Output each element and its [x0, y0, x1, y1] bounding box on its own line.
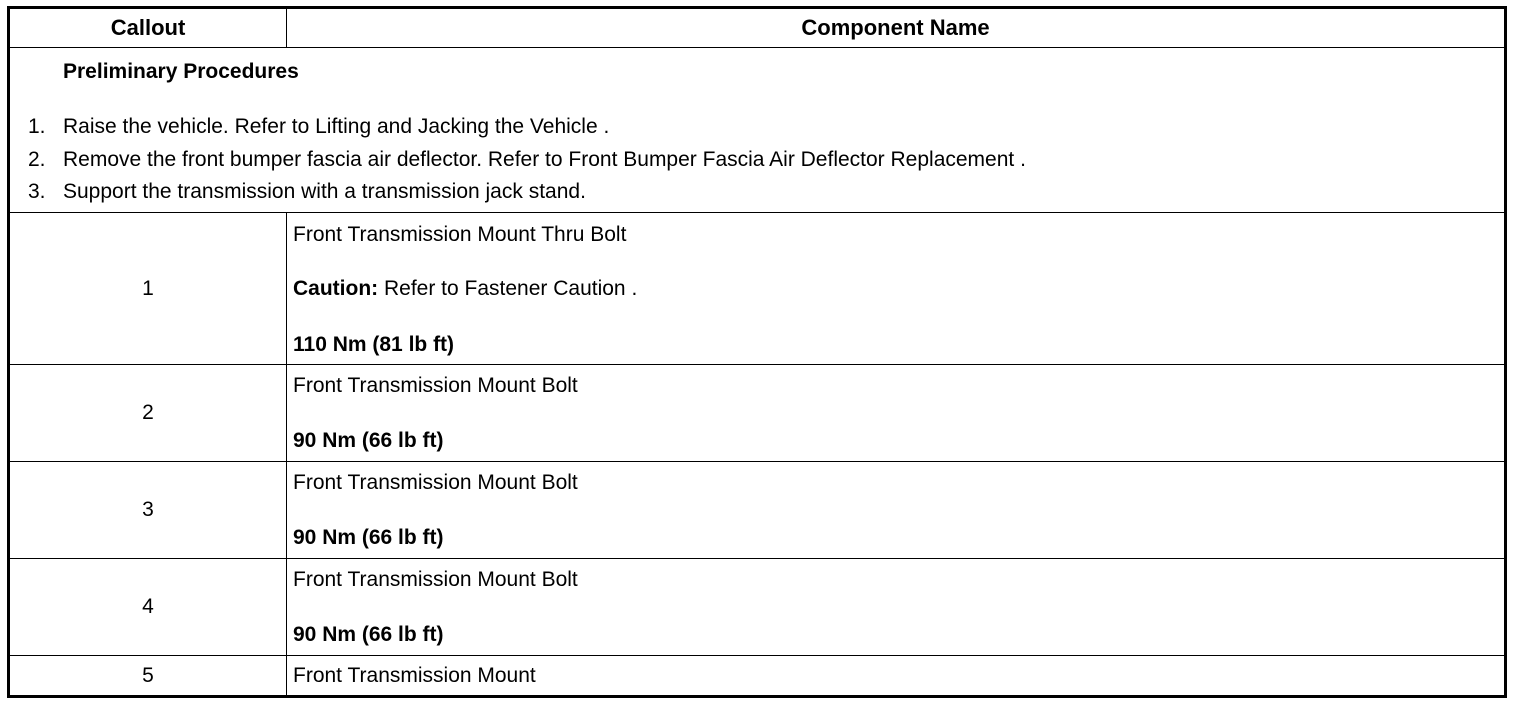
step-number: 2. [28, 148, 46, 171]
step-number: 1. [28, 115, 46, 138]
step-text: Remove the front bumper fascia air deflector. Refer to Front Bumper Fascia Air Deflector Replacement . [63, 148, 1026, 171]
component-cell [287, 462, 1504, 558]
callout-number: 3 [10, 462, 287, 558]
caution-note [293, 277, 637, 301]
callout-number: 5 [10, 656, 287, 695]
table-header [10, 9, 1504, 48]
callout-number: 1 [10, 213, 287, 364]
procedure-step [28, 148, 1026, 172]
table-row [10, 656, 1504, 695]
table-row [10, 462, 1504, 559]
procedure-step [28, 180, 586, 204]
torque-spec: 90 Nm (66 lb ft) [293, 429, 444, 452]
callout-number: 2 [10, 365, 287, 461]
torque-spec: 90 Nm (66 lb ft) [293, 623, 444, 646]
preliminary-title: Preliminary Procedures [63, 60, 299, 83]
component-cell [287, 559, 1504, 655]
step-text: Raise the vehicle. Refer to Lifting and Jacking the Vehicle . [63, 115, 610, 138]
component-name: Front Transmission Mount Bolt [293, 471, 578, 494]
callout-number: 4 [10, 559, 287, 655]
caution-label: Caution: [293, 277, 379, 300]
table-row [10, 559, 1504, 656]
caution-text: Refer to Fastener Caution . [378, 277, 638, 300]
component-cell [287, 213, 1504, 364]
component-name: Front Transmission Mount Bolt [293, 374, 578, 397]
preliminary-procedures [10, 48, 1504, 213]
torque-spec: 90 Nm (66 lb ft) [293, 526, 444, 549]
step-number: 3. [28, 180, 46, 203]
table-row [10, 213, 1504, 365]
component-name: Front Transmission Mount [293, 663, 536, 687]
component-name: Front Transmission Mount Bolt [293, 568, 578, 591]
component-cell [287, 656, 1504, 695]
step-text: Support the transmission with a transmission jack stand. [63, 180, 586, 203]
header-callout: Callout [10, 9, 287, 47]
procedure-step [28, 115, 609, 139]
component-cell [287, 365, 1504, 461]
torque-spec: 110 Nm (81 lb ft) [293, 333, 455, 356]
header-component-name: Component Name [801, 15, 990, 40]
component-name: Front Transmission Mount Thru Bolt [293, 223, 627, 246]
component-table [7, 6, 1507, 698]
table-row [10, 365, 1504, 462]
